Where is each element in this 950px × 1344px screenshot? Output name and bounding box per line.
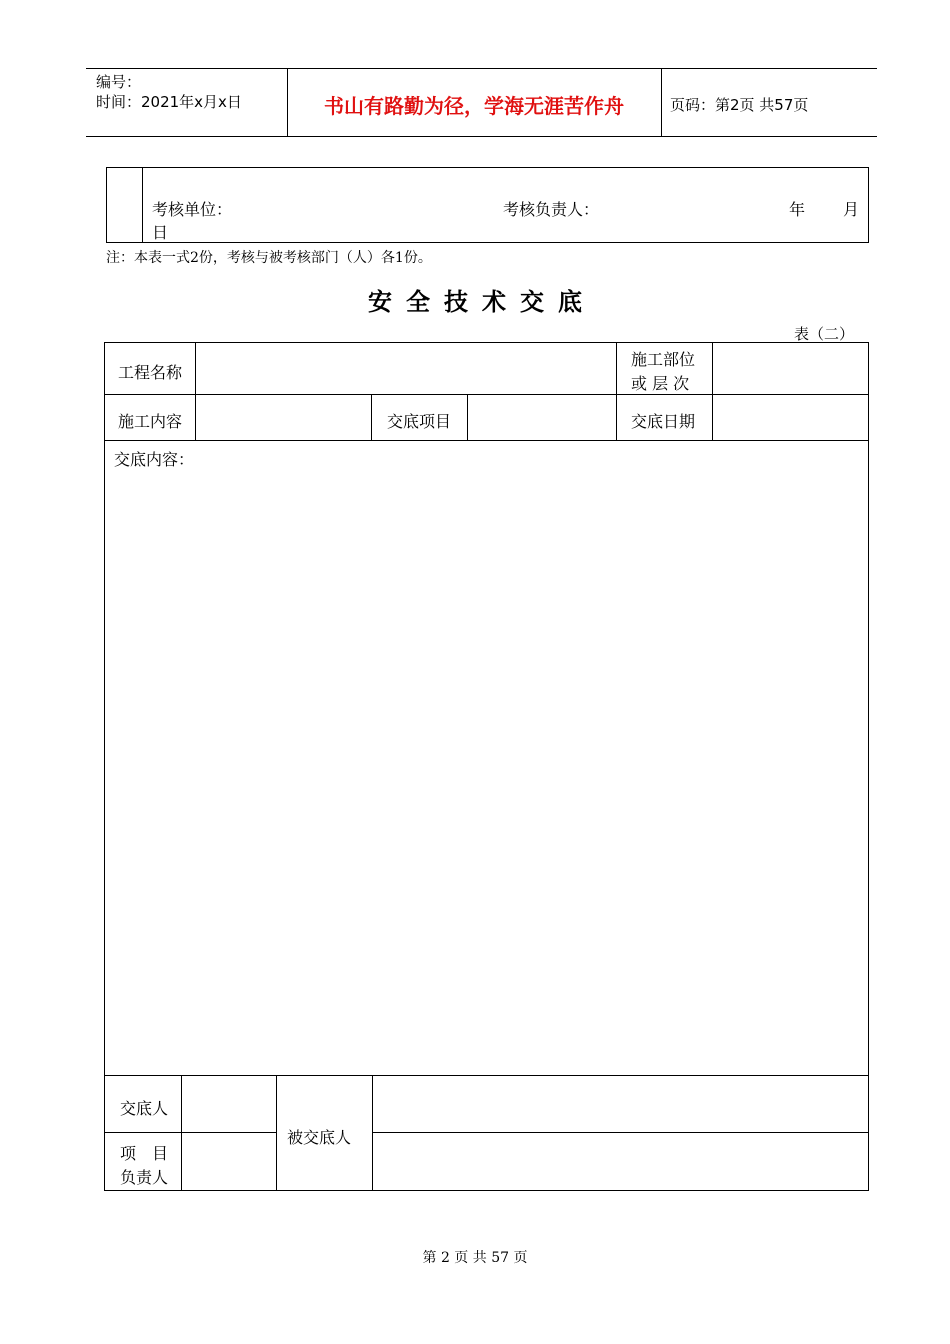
row-rule: [372, 1132, 868, 1133]
header-divider-right: [661, 68, 662, 136]
assessment-year-label: 年: [789, 200, 806, 219]
page-footer: 第 2 页 共 57 页: [422, 1250, 528, 1266]
time-label: 时间：2021年x月x日: [96, 93, 242, 111]
col-rule: [371, 394, 372, 440]
assessment-unit-label: 考核单位：: [152, 200, 233, 219]
project-manager-label-line2: 负责人: [120, 1168, 169, 1187]
col-rule: [616, 343, 617, 440]
assessment-day-label: 日: [152, 223, 169, 242]
document-title: 安全技术交底: [368, 288, 596, 316]
col-rule: [467, 394, 468, 440]
assessment-box-divider: [142, 168, 143, 242]
row-rule: [105, 1075, 868, 1076]
safety-briefing-table: [104, 342, 869, 1191]
serial-label: 编号：: [96, 73, 142, 91]
briefing-details-label: 交底内容：: [114, 450, 195, 469]
col-rule: [181, 1075, 182, 1190]
col-rule: [276, 1075, 277, 1190]
project-name-label: 工程名称: [118, 363, 183, 382]
row-rule: [105, 440, 868, 441]
col-rule: [712, 343, 713, 440]
col-rule: [372, 1075, 373, 1190]
col-rule: [195, 343, 196, 440]
location-label-line1: 施工部位: [631, 350, 696, 369]
assessment-person-label: 考核负责人：: [503, 200, 600, 219]
project-manager-label-line1: 项 目: [120, 1144, 169, 1163]
table-label: 表（二）: [794, 325, 855, 343]
header-bottom-rule: [86, 136, 877, 137]
briefing-item-label: 交底项目: [387, 412, 452, 431]
motto-text: 书山有路勤为径，学海无涯苦作舟: [324, 94, 624, 118]
briefer-label: 交底人: [120, 1099, 169, 1118]
row-rule: [105, 394, 868, 395]
assessment-month-label: 月: [843, 200, 860, 219]
construction-content-label: 施工内容: [118, 412, 183, 431]
page-info: 页码：第2页 共57页: [670, 96, 809, 114]
briefing-date-label: 交底日期: [631, 412, 696, 431]
recipient-label: 被交底人: [287, 1128, 352, 1147]
row-rule: [105, 1132, 276, 1133]
note-text: 注：本表一式2份，考核与被考核部门（人）各1份。: [106, 250, 432, 266]
location-label-line2: 或 层 次: [631, 374, 690, 393]
assessment-box: [106, 167, 869, 243]
header-top-rule: [86, 68, 877, 69]
